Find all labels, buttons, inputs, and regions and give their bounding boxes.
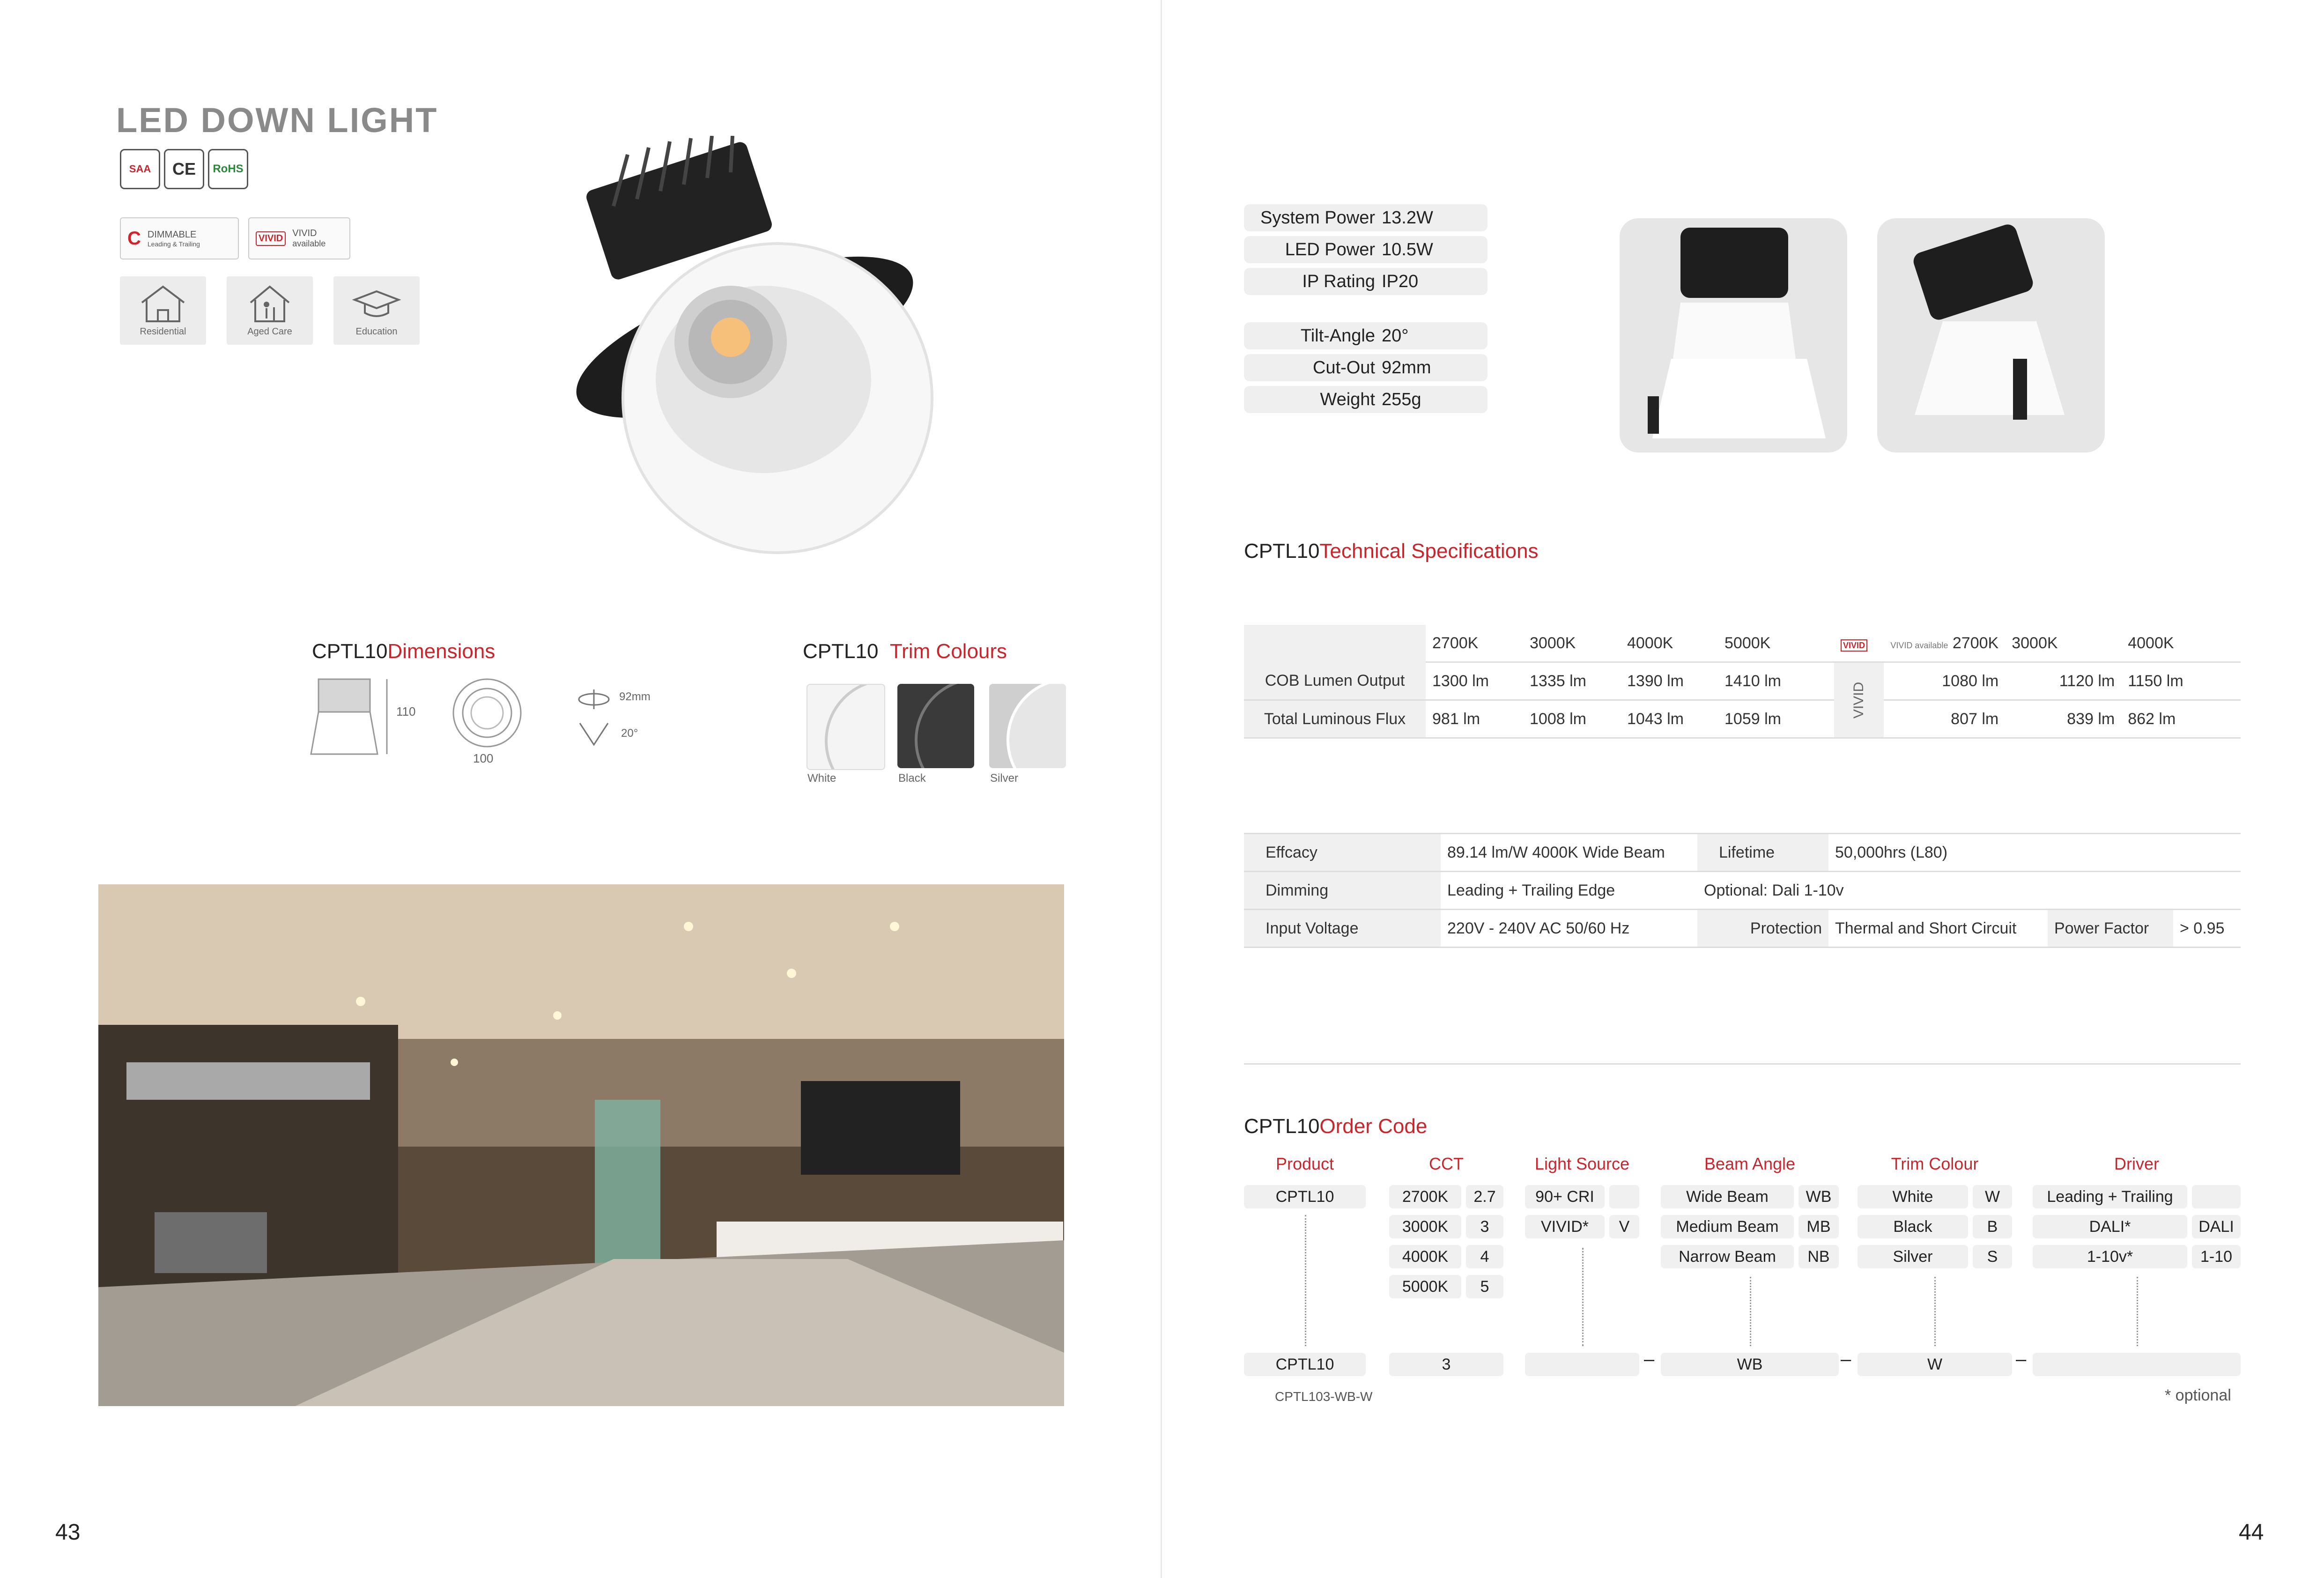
aged-care-icon <box>244 284 296 324</box>
dimensions-heading: CPTL10Dimensions <box>312 640 496 663</box>
summary-row: LED Power 10.5W <box>1244 236 1488 263</box>
summary-row: IP Rating IP20 <box>1244 268 1488 295</box>
connector-line <box>2137 1277 2138 1346</box>
driver-option: Leading + Trailing <box>2033 1185 2187 1208</box>
ce-cert-icon: CE <box>164 149 204 189</box>
separator: – <box>2016 1349 2027 1370</box>
page-number-right: 44 <box>2239 1520 2264 1545</box>
cct-header: 2700K <box>1426 625 1523 662</box>
result-driver <box>2033 1353 2241 1376</box>
result-trim: W <box>1858 1353 2012 1376</box>
order-code-example: CPTL103-WB-W <box>1275 1389 1373 1404</box>
summary-row: Weight 255g <box>1244 386 1488 413</box>
cct-header: 3000K <box>1523 625 1621 662</box>
trim-colour-column-header: Trim Colour <box>1891 1154 1979 1173</box>
connector-line <box>1750 1277 1751 1346</box>
driver-code <box>2192 1185 2241 1208</box>
dimming-row: Dimming Leading + Trailing Edge Optional: Dali 1-10v <box>1244 872 2241 910</box>
beam-option: Medium Beam <box>1661 1215 1794 1238</box>
lumen-table <box>1244 625 2241 739</box>
rohs-cert-icon: RoHS <box>208 149 248 189</box>
light-source-column-header: Light Source <box>1534 1154 1630 1173</box>
divider <box>1244 1063 2241 1065</box>
cct-code: 3 <box>1466 1215 1503 1238</box>
cct-code: 4 <box>1466 1245 1503 1268</box>
side-dimension-drawing <box>307 674 392 759</box>
page-title: LED DOWN LIGHT <box>116 101 438 140</box>
silver-trim-swatch <box>989 684 1066 768</box>
beam-code: MB <box>1799 1215 1839 1238</box>
separator: – <box>1841 1349 1851 1370</box>
tilt-angle-icon <box>576 719 612 748</box>
cct-header: 4000K <box>1621 625 1718 662</box>
light-source-option: 90+ CRI <box>1525 1185 1605 1208</box>
residential-app: Residential <box>120 276 206 345</box>
beam-option: Wide Beam <box>1661 1185 1794 1208</box>
graduation-cap-icon <box>351 284 402 324</box>
product-tilted-view-image <box>1877 218 2105 452</box>
trim-option: Silver <box>1858 1245 1968 1268</box>
trim-colours-heading: CPTL10 Trim Colours <box>803 640 1007 663</box>
result-light-source <box>1525 1353 1639 1376</box>
cct-option: 2700K <box>1389 1185 1461 1208</box>
separator: – <box>1644 1349 1655 1370</box>
result-cct: 3 <box>1389 1353 1503 1376</box>
connector-line <box>1934 1277 1936 1346</box>
cct-code: 2.7 <box>1466 1185 1503 1208</box>
cct-option: 5000K <box>1389 1275 1461 1298</box>
trim-code: S <box>1973 1245 2012 1268</box>
trim-option: Black <box>1858 1215 1968 1238</box>
interior-photo <box>98 884 1064 1406</box>
vivid-cct-header: 2700K <box>1952 634 1999 652</box>
general-specs-table <box>1244 833 2241 948</box>
white-trim-label: White <box>807 772 836 785</box>
cutout-value: 92mm <box>619 690 651 703</box>
vivid-cct-header: 3000K <box>2005 625 2121 662</box>
black-trim-label: Black <box>898 772 926 785</box>
tech-specs-heading: CPTL10Technical Specifications <box>1244 540 1539 563</box>
education-app: Education <box>333 276 420 345</box>
aged-care-app: Aged Care <box>227 276 313 345</box>
light-source-code: V <box>1609 1215 1639 1238</box>
summary-row: System Power 13.2W <box>1244 204 1488 231</box>
lumen-row: COB Lumen Output 1300 lm 1335 lm 1390 lm 1410 lm VIVID 1080 lm 1120 lm 1150 lm <box>1244 662 2241 700</box>
vivid-badge: VIVID VIVID available <box>248 217 350 259</box>
beam-option: Narrow Beam <box>1661 1245 1794 1268</box>
cct-header: 5000K <box>1718 625 1834 662</box>
driver-column-header: Driver <box>2114 1154 2159 1173</box>
beam-angle-column-header: Beam Angle <box>1704 1154 1796 1173</box>
vivid-logo-icon: VIVID <box>1834 625 1884 662</box>
light-source-code <box>1609 1185 1639 1208</box>
product-side-view-image <box>1620 218 1847 452</box>
result-beam: WB <box>1661 1353 1839 1376</box>
tilt-value: 20° <box>621 727 638 740</box>
cct-code: 5 <box>1466 1275 1503 1298</box>
page-spine <box>1161 0 1162 1578</box>
cct-column-header: CCT <box>1429 1154 1464 1173</box>
cutout-icon <box>576 688 612 711</box>
trim-code: B <box>1973 1215 2012 1238</box>
beam-code: NB <box>1799 1245 1839 1268</box>
trim-option: White <box>1858 1185 1968 1208</box>
silver-trim-label: Silver <box>990 772 1019 785</box>
lumen-header-row <box>1244 625 2241 662</box>
result-product: CPTL10 <box>1244 1353 1366 1376</box>
product-option: CPTL10 <box>1244 1185 1366 1208</box>
optional-note: * optional <box>2165 1386 2231 1404</box>
light-source-option: VIVID* <box>1525 1215 1605 1238</box>
driver-option: 1-10v* <box>2033 1245 2187 1268</box>
saa-cert-icon: SAA <box>120 149 160 189</box>
page-number-left: 43 <box>55 1520 81 1545</box>
vivid-logo-icon: VIVID <box>256 231 286 246</box>
efficacy-row: Effcacy 89.14 lm/W 4000K Wide Beam Lifetime 50,000hrs (L80) <box>1244 834 2241 872</box>
connector-line <box>1582 1248 1584 1346</box>
input-row: Input Voltage 220V - 240V AC 50/60 Hz Protection Thermal and Short Circuit Power Factor > 0.95 <box>1244 910 2241 948</box>
black-trim-swatch <box>897 684 974 768</box>
house-icon <box>137 284 189 324</box>
dimmable-badge: C DIMMABLE Leading & Trailing <box>120 217 239 259</box>
summary-row: Tilt-Angle 20° <box>1244 322 1488 349</box>
order-code-heading: CPTL10Order Code <box>1244 1115 1428 1138</box>
product-column-header: Product <box>1275 1154 1334 1173</box>
trim-code: W <box>1973 1185 2012 1208</box>
vivid-available-label: VIVID available <box>1890 640 1948 650</box>
white-trim-swatch <box>807 684 885 770</box>
summary-specs <box>1244 204 1488 413</box>
connector-line <box>1305 1215 1306 1346</box>
driver-code: 1-10 <box>2192 1245 2241 1268</box>
lumen-row: Total Luminous Flux 981 lm 1008 lm 1043 lm 1059 lm 807 lm 839 lm 862 lm <box>1244 700 2241 738</box>
dimmable-icon: C <box>127 228 141 249</box>
driver-code: DALI <box>2192 1215 2241 1238</box>
height-dimension: 110 <box>396 704 416 719</box>
downlight-product-image <box>543 136 1002 567</box>
beam-code: WB <box>1799 1185 1839 1208</box>
cct-option: 3000K <box>1389 1215 1461 1238</box>
vivid-cct-header: 4000K <box>2121 625 2241 662</box>
driver-option: DALI* <box>2033 1215 2187 1238</box>
summary-row: Cut-Out 92mm <box>1244 354 1488 381</box>
diameter-dimension: 100 <box>473 751 494 765</box>
cct-option: 4000K <box>1389 1245 1461 1268</box>
front-dimension-drawing <box>451 676 524 749</box>
vivid-vertical-label: VIVID <box>1834 662 1884 738</box>
